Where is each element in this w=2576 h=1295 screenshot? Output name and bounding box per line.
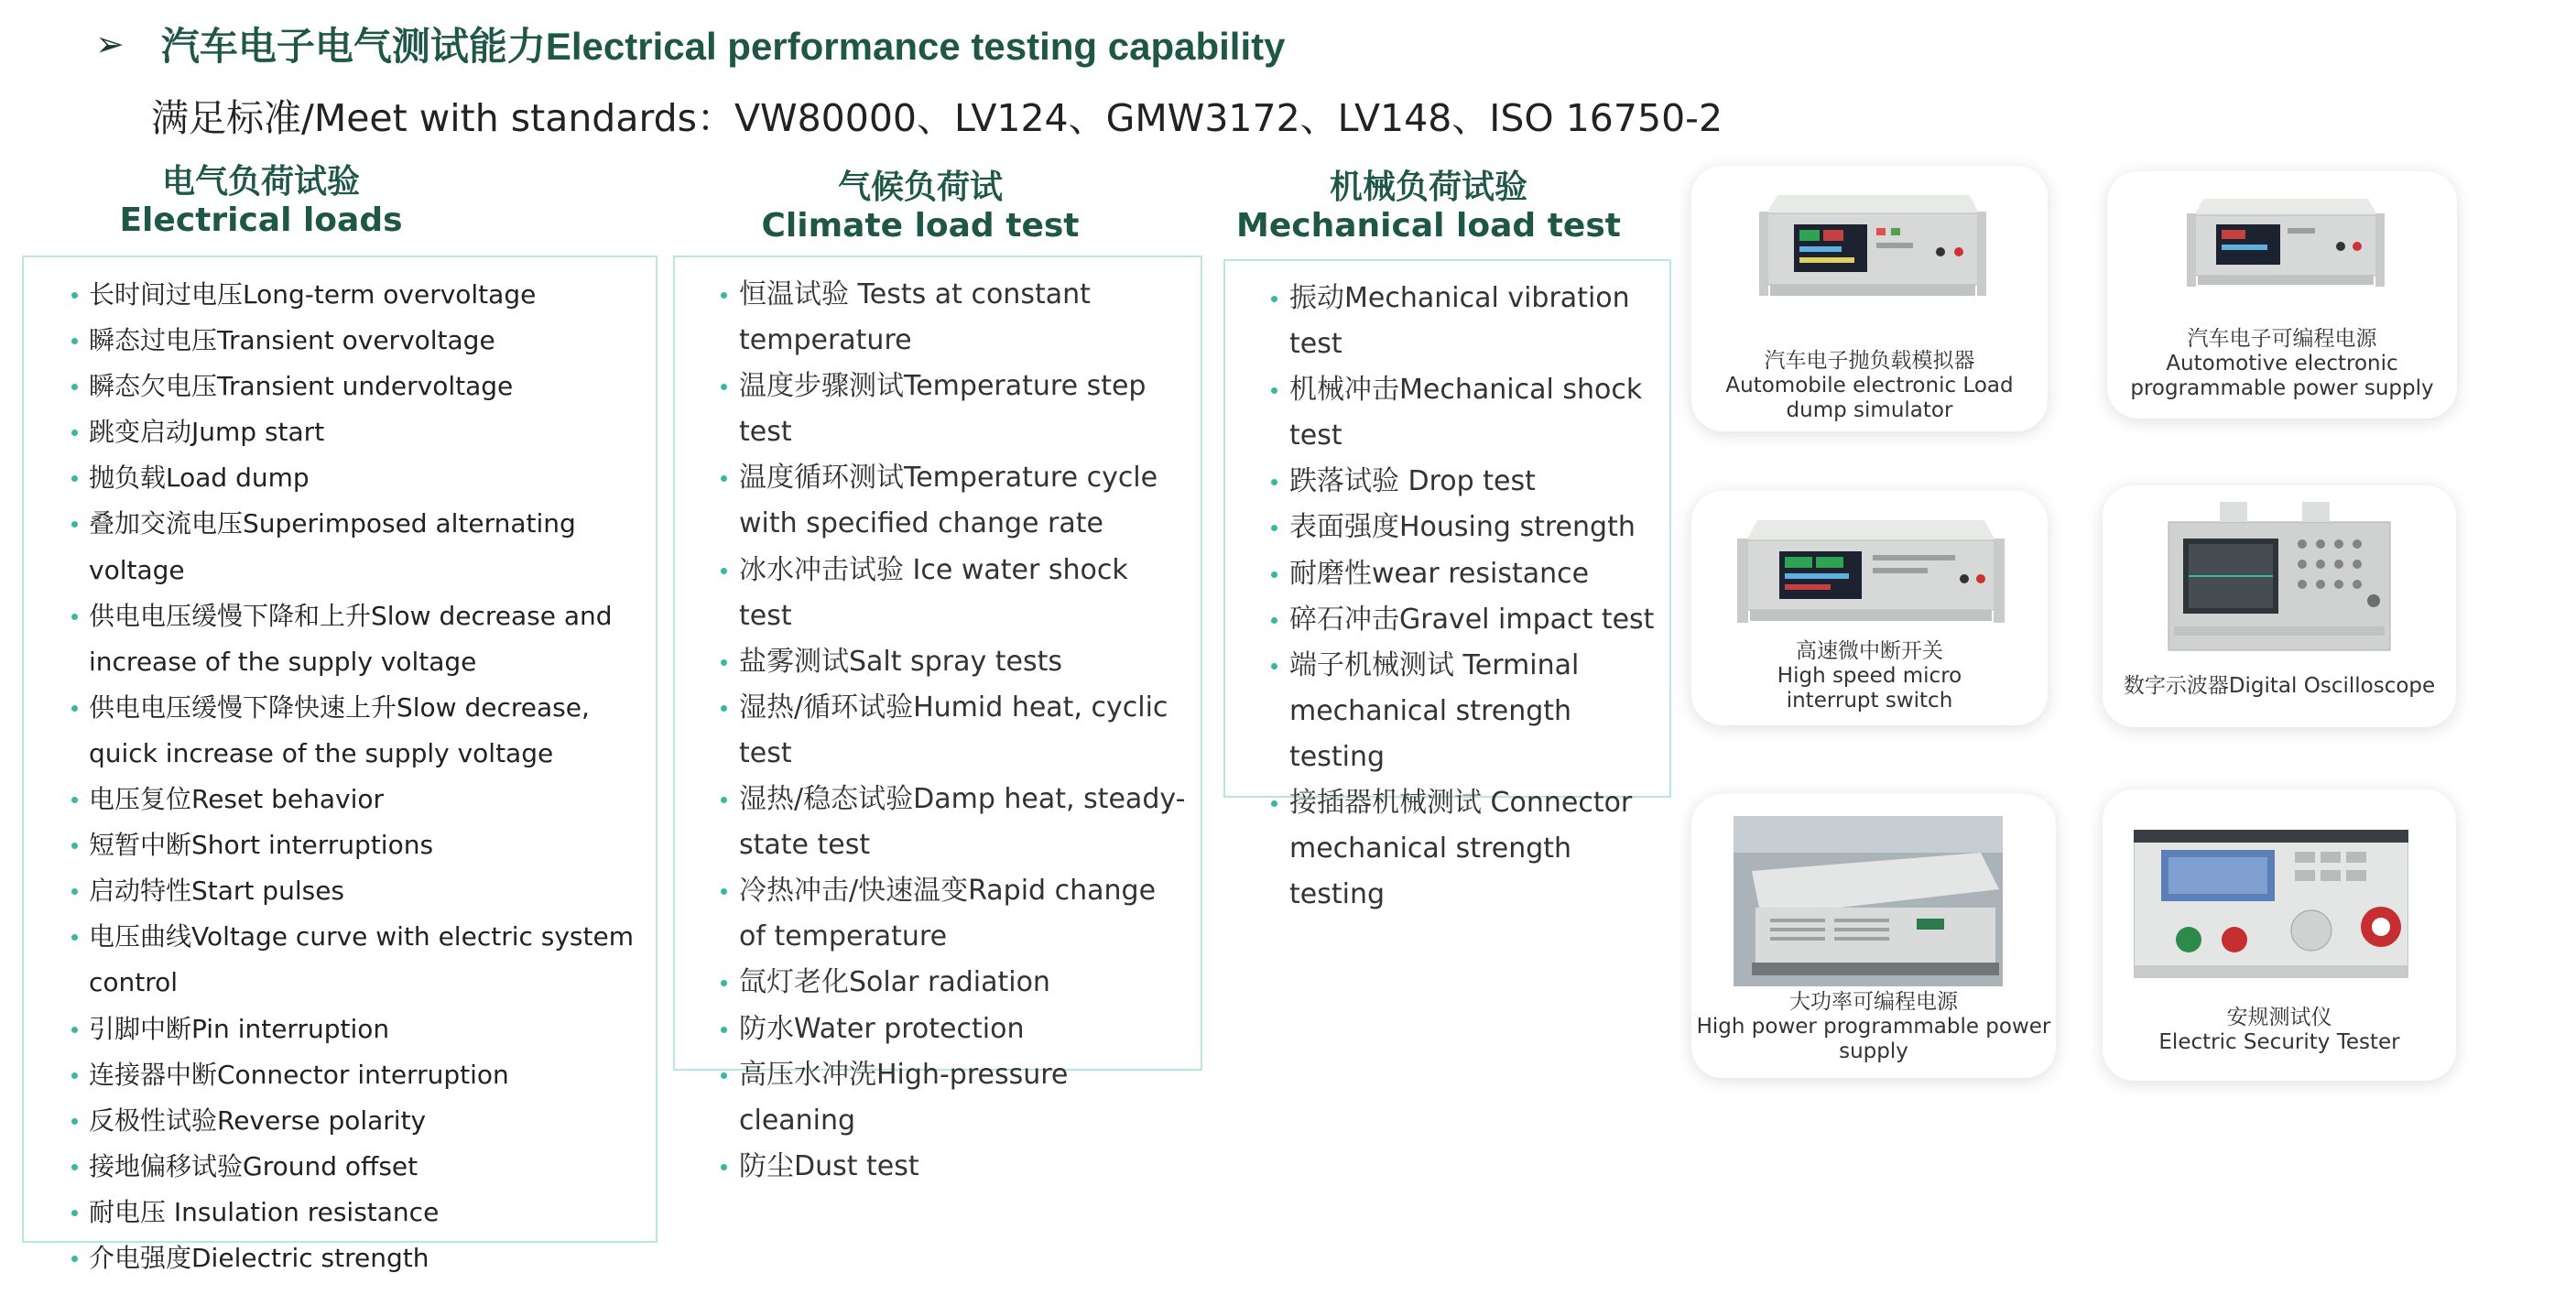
list-item: 叠加交流电压Superimposed alternating voltage bbox=[71, 501, 648, 593]
list-item: 接插器机械测试 Connector mechanical strength testing bbox=[1271, 780, 1665, 918]
caption-cn: 大功率可编程电源 bbox=[1789, 990, 1958, 1014]
caption-en: Automobile electronic Load bbox=[1725, 374, 2014, 397]
list-item: 启动特性Start pulses bbox=[71, 868, 648, 914]
list-item: 恒温试验 Tests at constant temperature bbox=[721, 272, 1188, 364]
list-item: 短暂中断Short interruptions bbox=[71, 822, 648, 868]
caption-cn: 高速微中断开关 bbox=[1796, 639, 1943, 663]
caption-en: Electric Security Tester bbox=[2158, 1030, 2400, 1054]
security-tester-photo bbox=[2134, 830, 2408, 978]
caption-en: High power programmable power bbox=[1696, 1015, 2051, 1039]
arrow-bullet-icon: ➢ bbox=[95, 24, 125, 64]
climate-title-cn: 气候负荷试 bbox=[837, 169, 1003, 206]
oscilloscope-photo bbox=[2165, 498, 2394, 659]
list-item: 温度步骤测试Temperature step test bbox=[721, 364, 1188, 455]
climate-list bbox=[721, 272, 1188, 1190]
list-item: 冷热冲击/快速温变Rapid change of temperature bbox=[721, 868, 1188, 960]
electrical-list bbox=[71, 272, 648, 1281]
list-item: 耐电压 Insulation resistance bbox=[71, 1190, 648, 1235]
equipment-card bbox=[1691, 166, 2048, 431]
programmable-power-supply-photo bbox=[2185, 191, 2386, 294]
list-item: 温度循环测试Temperature cycle with specified change rate bbox=[721, 455, 1188, 547]
list-item: 冰水冲击试验 Ice water shock test bbox=[721, 548, 1188, 639]
electrical-title-en: Electrical loads bbox=[119, 201, 403, 239]
list-item: 供电电压缓慢下降快速上升Slow decrease, quick increase of the supply voltage bbox=[71, 685, 648, 777]
mechanical-load-panel bbox=[1223, 259, 1671, 911]
list-item: 引脚中断Pin interruption bbox=[71, 1007, 648, 1052]
equipment-card bbox=[2103, 789, 2456, 1081]
equipment-card bbox=[1691, 491, 2048, 725]
equipment-caption bbox=[2107, 327, 2457, 401]
caption-en: Automotive electronic bbox=[2166, 352, 2398, 375]
page-header bbox=[95, 16, 1285, 71]
caption-en: High speed micro bbox=[1777, 664, 1962, 688]
standards-line: 满足标准/Meet with standards：VW80000、LV124、GMW3172、LV148、ISO 16750-2 bbox=[151, 96, 1723, 140]
list-item: 端子机械测试 Terminal mechanical strength testing bbox=[1271, 643, 1665, 780]
climate-title-en: Climate load test bbox=[761, 207, 1080, 245]
equipment-caption bbox=[1691, 349, 2048, 423]
list-item: 电压曲线Voltage curve with electric system control bbox=[71, 914, 648, 1006]
list-item: 湿热/循环试验Humid heat, cyclic test bbox=[721, 685, 1188, 777]
list-item: 长时间过电压Long-term overvoltage bbox=[71, 272, 648, 318]
list-item: 盐雾测试Salt spray tests bbox=[721, 639, 1188, 685]
mechanical-title-en: Mechanical load test bbox=[1236, 207, 1621, 245]
caption-en: supply bbox=[1839, 1039, 1908, 1063]
caption-cn: 汽车电子可编程电源 bbox=[2187, 327, 2377, 351]
list-item: 机械冲击Mechanical shock test bbox=[1271, 367, 1665, 459]
caption-en: dump simulator bbox=[1786, 398, 1953, 422]
list-item: 瞬态欠电压Transient undervoltage bbox=[71, 364, 648, 409]
list-item: 接地偏移试验Ground offset bbox=[71, 1144, 648, 1190]
equipment-caption bbox=[2103, 674, 2456, 699]
list-item: 表面强度Housing strength bbox=[1271, 505, 1665, 550]
list-item: 供电电压缓慢下降和上升Slow decrease and increase of the supply voltage bbox=[71, 593, 648, 685]
list-item: 抛负载Load dump bbox=[71, 455, 648, 501]
list-item: 防尘Dust test bbox=[721, 1144, 1188, 1190]
list-item: 碎石冲击Gravel impact test bbox=[1271, 597, 1665, 643]
caption-cn: 汽车电子抛负载模拟器 bbox=[1764, 349, 1975, 373]
caption-cn: 数字示波器Digital Oscilloscope bbox=[2123, 674, 2436, 698]
climate-load-panel bbox=[673, 256, 1202, 1182]
micro-interrupt-switch-photo bbox=[1735, 513, 2006, 632]
list-item: 电压复位Reset behavior bbox=[71, 777, 648, 822]
list-item: 瞬态过电压Transient overvoltage bbox=[71, 318, 648, 364]
equipment-card bbox=[2107, 171, 2457, 419]
list-item: 跌落试验 Drop test bbox=[1271, 459, 1665, 505]
climate-load-title bbox=[751, 169, 1090, 245]
high-power-supply-photo bbox=[1734, 816, 2003, 986]
equipment-caption bbox=[2103, 1006, 2456, 1055]
page-title: 汽车电子电气测试能力Electrical performance testing capability bbox=[160, 25, 1286, 68]
mechanical-list bbox=[1271, 276, 1665, 918]
mechanical-title-cn: 机械负荷试验 bbox=[1329, 169, 1527, 206]
list-item: 连接器中断Connector interruption bbox=[71, 1052, 648, 1098]
load-dump-simulator-photo bbox=[1757, 186, 1988, 305]
electrical-loads-title bbox=[92, 163, 430, 240]
equipment-caption bbox=[1691, 639, 2048, 713]
list-item: 氙灯老化Solar radiation bbox=[721, 960, 1188, 1006]
caption-cn: 安规测试仪 bbox=[2226, 1006, 2332, 1029]
mechanical-load-title bbox=[1236, 169, 1621, 245]
electrical-loads-panel bbox=[22, 256, 658, 1273]
list-item: 高压水冲洗High-pressure cleaning bbox=[721, 1052, 1188, 1144]
list-item: 防水Water protection bbox=[721, 1007, 1188, 1052]
list-item: 振动Mechanical vibration test bbox=[1271, 276, 1665, 367]
list-item: 跳变启动Jump start bbox=[71, 409, 648, 455]
equipment-card bbox=[1691, 794, 2056, 1078]
equipment-caption bbox=[1691, 990, 2056, 1064]
list-item: 耐磨性wear resistance bbox=[1271, 551, 1665, 597]
equipment-card bbox=[2103, 485, 2456, 727]
caption-en: interrupt switch bbox=[1786, 689, 1953, 713]
caption-en: programmable power supply bbox=[2130, 376, 2434, 400]
list-item: 反极性试验Reverse polarity bbox=[71, 1098, 648, 1144]
list-item: 湿热/稳态试验Damp heat, steady-state test bbox=[721, 777, 1188, 868]
list-item: 介电强度Dielectric strength bbox=[71, 1235, 648, 1281]
electrical-title-cn: 电气负荷试验 bbox=[161, 163, 360, 201]
